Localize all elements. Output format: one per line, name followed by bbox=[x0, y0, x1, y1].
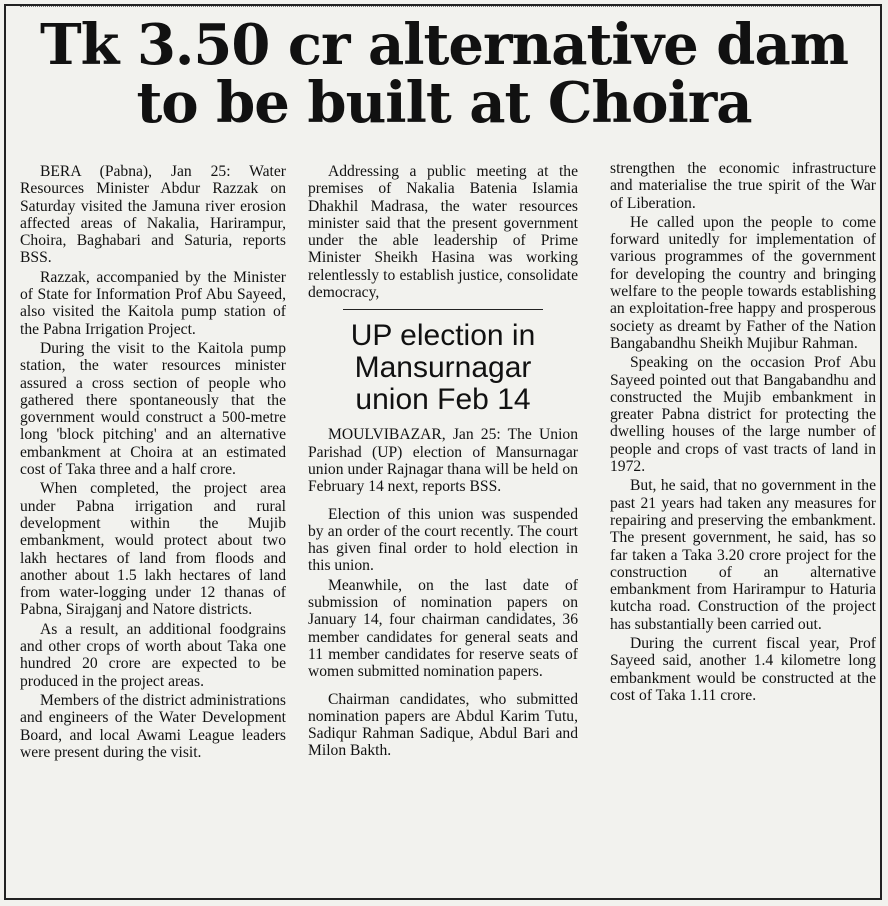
headline bbox=[0, 12, 888, 136]
article-column-1 bbox=[20, 163, 286, 763]
paragraph: Razzak, accompanied by the Minister of State for Information Prof Abu Sayeed, also visited the Kaitola pump station of the Pabna Irrigation Project. bbox=[20, 268, 286, 338]
paragraph: During the current fiscal year, Prof Sayeed said, another 1.4 kilometre long embankment would be constructed at the cost of Taka 1.11 crore. bbox=[610, 635, 876, 704]
paragraph: But, he said, that no government in the past 21 years had taken any measures for repairing and preserving the embankment. The present government, he said, has so far taken a Taka 3.20 crore project for the construction of an alternative embankment from Harirampur to Haturia kutcha road. Construction of the project has substantially been carried out. bbox=[610, 477, 876, 633]
paragraph: Meanwhile, on the last date of submission of nomination papers on January 14, four chairman candidates, 36 member candidates for general seats and 11 member candidates for reserve seats of women submitted nomination papers. bbox=[308, 576, 578, 681]
top-dotted-rule bbox=[20, 6, 870, 7]
section-divider bbox=[343, 309, 543, 310]
paragraph: Chairman candidates, who submitted nomination papers are Abdul Karim Tutu, Sadiqur Rahman Sadique, Abdul Bari and Milon Bakth. bbox=[308, 690, 578, 760]
paragraph: He called upon the people to come forward unitedly for implementation of various programmes of the government for developing the country and bringing welfare to the people towards establishing an exploitation-free happy and prosperous society as dreamt by Father of the Nation Bangabandhu Sheikh Mujibur Rahman. bbox=[610, 213, 876, 352]
article-column-2 bbox=[308, 163, 578, 762]
paragraph: Members of the district administrations and engineers of the Water Development Board, and local Awami League leaders were present during the visit. bbox=[20, 691, 286, 761]
subheadline-line-1: UP election in bbox=[350, 319, 536, 353]
paragraph: Addressing a public meeting at the premises of Nakalia Batenia Islamia Dhakhil Madrasa, the water resources minister said that the present government under the able leadership of Prime Minister Sheikh Hasina was working relentlessly to establish justice, consolidate democracy, bbox=[308, 163, 578, 302]
paragraph: As a result, an additional foodgrains and other crops of worth about Taka one hundred 20 crore are expected to be produced in the project areas. bbox=[20, 620, 286, 690]
subheadline bbox=[308, 320, 578, 416]
paragraph: Speaking on the occasion Prof Abu Sayeed pointed out that Bangabandhu and constructed the Mujib embankment in greater Pabna district for protecting the dwelling houses of the large number of people and crops of vast tracts of land in 1972. bbox=[610, 354, 876, 476]
paragraph: Election of this union was suspended by an order of the court recently. The court has given final order to hold election in this union. bbox=[308, 505, 578, 575]
subheadline-line-3: union Feb 14 bbox=[355, 383, 531, 417]
subheadline-line-2: Mansurnagar bbox=[354, 351, 532, 385]
paragraph: MOULVIBAZAR, Jan 25: The Union Parishad (UP) election of Mansurnagar union under Rajnagar thana will be held on February 14 next, reports BSS. bbox=[308, 426, 578, 496]
paragraph: When completed, the project area under Pabna irrigation and rural development within the Mujib embankment, would protect about two lakh hectares of land from floods and another about 1.5 lakh hectares of land from water-logging under 12 thanas of Pabna, Sirajganj and Natore districts. bbox=[20, 480, 286, 619]
article-column-3 bbox=[610, 160, 876, 706]
paragraph: During the visit to the Kaitola pump station, the water resources minister assured a cross section of people who gathered there spontaneously that the government would construct a 500-metre long 'block pitching' and an alternative embankment at Choira at an estimated cost of Taka three and a half crore. bbox=[20, 339, 286, 479]
headline-line-2: to be built at Choira bbox=[136, 70, 752, 136]
paragraph: strengthen the economic infrastructure and materialise the true spirit of the War of Liberation. bbox=[610, 160, 876, 212]
headline-line-1: Tk 3.50 cr alternative dam bbox=[39, 12, 848, 78]
paragraph: BERA (Pabna), Jan 25: Water Resources Minister Abdur Razzak on Saturday visited the Jamuna river erosion affected areas of Nakalia, Harirampur, Choira, Baghabari and Saturia, reports BSS. bbox=[20, 163, 286, 267]
